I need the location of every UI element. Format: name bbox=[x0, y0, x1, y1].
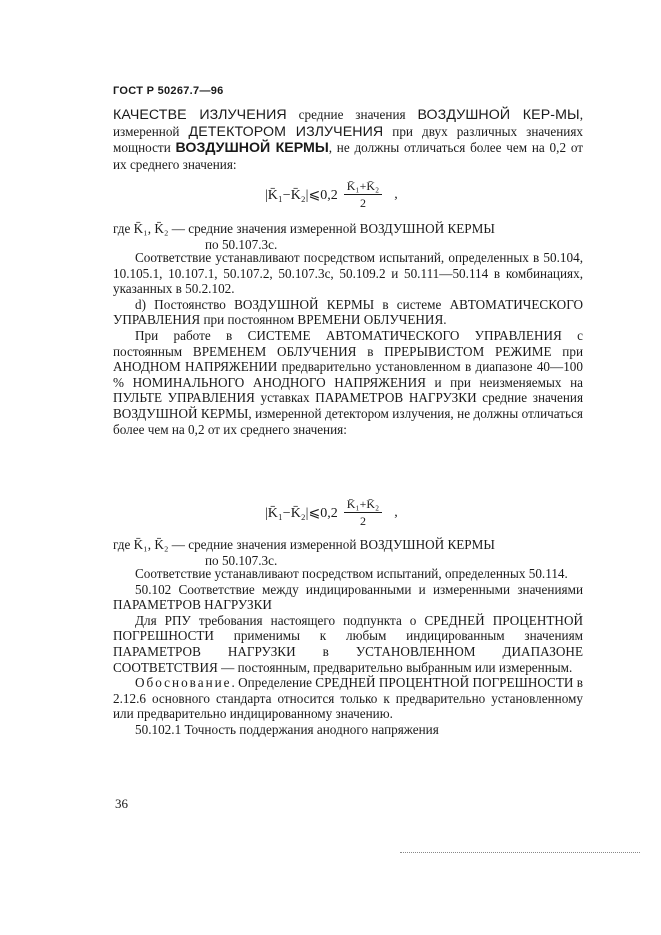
term: КАЧЕСТВЕ ИЗЛУЧЕНИЯ bbox=[113, 107, 287, 123]
term: ВРЕМЕНЕМ ОБЛУЧЕНИЯ bbox=[192, 343, 357, 359]
text: применимы к любым индицированным значениям bbox=[213, 628, 583, 644]
paragraph-constancy bbox=[113, 297, 583, 328]
term: СИСТЕМЕ АВТОМАТИЧЕСКОГО УПРАВЛЕНИЯ bbox=[247, 327, 562, 343]
page-number: 36 bbox=[115, 796, 128, 811]
formula-denominator: 2 bbox=[359, 196, 366, 210]
formula-tail: , bbox=[394, 505, 398, 520]
text: при постоянном bbox=[200, 312, 298, 328]
formula-lhs: |K̄₁−K̄₂|⩽0,2 bbox=[265, 187, 338, 203]
text: с постоянным bbox=[113, 327, 583, 359]
term: АНОДНОМ НАПРЯЖЕНИИ bbox=[113, 359, 278, 375]
term: ПУЛЬТЕ УПРАВЛЕНИЯ bbox=[113, 390, 255, 406]
text: При работе в bbox=[135, 327, 248, 343]
term: УСТАНОВЛЕННОМ ДИАПАЗОНЕ СООТВЕТСТВИЯ bbox=[113, 643, 583, 675]
formula-tail: , bbox=[394, 187, 398, 202]
formula-numerator: K̄₁+K̄₂ bbox=[344, 497, 382, 513]
text: . Определение bbox=[231, 675, 316, 691]
formula-legend-1 bbox=[113, 221, 583, 252]
text: , не должны отличаться более чем на 0,2 от их среднего значения: bbox=[113, 140, 583, 172]
term: ВРЕМЕНИ ОБЛУЧЕНИЯ bbox=[297, 312, 444, 328]
paragraph-rationale bbox=[113, 675, 583, 722]
paragraph-section-50-102 bbox=[113, 582, 583, 613]
term: ПАРАМЕТРОВ НАГРУЗКИ bbox=[113, 597, 272, 613]
term: ВОЗДУШНОЙ КЕР-МЫ bbox=[417, 107, 580, 123]
paragraph-operation bbox=[113, 328, 583, 437]
term: СРЕДНЕЙ ПРОЦЕНТНОЙ ПОГРЕШНОСТИ bbox=[315, 675, 574, 691]
text: средние значения bbox=[286, 107, 418, 122]
text: . bbox=[443, 312, 447, 328]
text: в системе bbox=[374, 296, 450, 312]
term: СРЕДНЕЙ ПРОЦЕНТНОЙ ПОГРЕШНОСТИ bbox=[113, 612, 583, 644]
formula-numerator: K̄₁+K̄₂ bbox=[344, 179, 382, 195]
text: в bbox=[295, 643, 356, 659]
scan-artifact-line bbox=[400, 852, 640, 853]
term: ПАРАМЕТРОВ НАГРУЗКИ bbox=[113, 643, 296, 659]
legend-reference: по 50.107.3с. bbox=[205, 236, 278, 252]
text: , измеренной bbox=[113, 107, 583, 139]
formula-fraction bbox=[344, 497, 382, 529]
formula-1 bbox=[265, 179, 398, 211]
text: Для РПУ требования настоящего подпункта о bbox=[135, 612, 425, 628]
term: ПАРАМЕТРОВ НАГРУЗКИ bbox=[315, 390, 477, 406]
legend-reference: по 50.107.3с. bbox=[205, 552, 278, 568]
term: ВОЗДУШНОЙ КЕРМЫ bbox=[175, 140, 329, 157]
formula-denominator: 2 bbox=[359, 514, 366, 528]
text: , измеренной детектором излучения, не должны отличаться более чем на 0,2 от их среднего значения: bbox=[113, 405, 583, 437]
term: ПРЕРЫВИСТОМ РЕЖИМЕ bbox=[384, 343, 552, 359]
text: уставках bbox=[254, 390, 316, 406]
text: предварительно установленном в диапазоне 40—100 % bbox=[113, 359, 583, 390]
text: и при неизменяемых на bbox=[425, 374, 583, 390]
term: ВОЗДУШНОЙ КЕРМЫ bbox=[359, 221, 495, 236]
term: НОМИНАЛЬНОГО АНОДНОГО НАПРЯЖЕНИЯ bbox=[132, 374, 426, 390]
paragraph-section-50-102-1: 50.102.1 Точность поддержания анодного напряжения bbox=[135, 721, 439, 737]
legend-text: где K̄₁, K̄₂ — средние значения измеренной bbox=[113, 537, 360, 552]
legend-text: где K̄₁, K̄₂ — средние значения измеренной bbox=[113, 221, 360, 236]
term: ВОЗДУШНОЙ КЕРМЫ bbox=[234, 296, 375, 312]
term: ВОЗДУШНОЙ КЕРМЫ bbox=[359, 537, 495, 552]
text: средние значения bbox=[476, 390, 584, 406]
section-compliance-1 bbox=[113, 250, 583, 437]
formula-fraction bbox=[344, 179, 382, 211]
paragraph-compliance: Соответствие устанавливают посредством испытаний, определенных в 50.104, 10.105.1, 10.107.1, 50.107.2, 50.107.3с, 50.109.2 и 50.111—50.114 в комбинациях, указанных в 50.2.102. bbox=[113, 250, 583, 297]
text: — постоянным, предварительно выбранным или измеренным. bbox=[217, 659, 573, 675]
text: 50.102 Соответствие между индицированными и измеренными значениями bbox=[135, 581, 583, 597]
term: ДЕТЕКТОРОМ ИЗЛУЧЕНИЯ bbox=[188, 123, 384, 140]
text: в 2.12.6 основного стандарта относится только к предварительно установленному или предварительно индицированному значению. bbox=[113, 675, 583, 722]
paragraph-compliance-2: Соответствие устанавливают посредством испытаний, определенных 50.114. bbox=[135, 566, 568, 581]
term: ВОЗДУШНОЙ КЕРМЫ bbox=[113, 405, 249, 421]
formula-2 bbox=[265, 497, 398, 529]
paragraph-rpu bbox=[113, 613, 583, 675]
formula-lhs: |K̄₁−K̄₂|⩽0,2 bbox=[265, 505, 338, 521]
text: в bbox=[356, 343, 385, 359]
formula-legend-2 bbox=[113, 537, 583, 568]
paragraph-quality bbox=[113, 107, 583, 172]
rationale-label: Обоснование bbox=[135, 675, 232, 691]
term: АВТОМАТИЧЕСКОГО УПРАВЛЕНИЯ bbox=[113, 296, 584, 328]
document-header: ГОСТ Р 50267.7—96 bbox=[113, 85, 224, 97]
section-compliance-2 bbox=[113, 566, 583, 738]
text: при bbox=[551, 343, 584, 359]
text: при двух различных значениях мощности bbox=[113, 123, 584, 156]
text: d) Постоянство bbox=[135, 296, 235, 312]
